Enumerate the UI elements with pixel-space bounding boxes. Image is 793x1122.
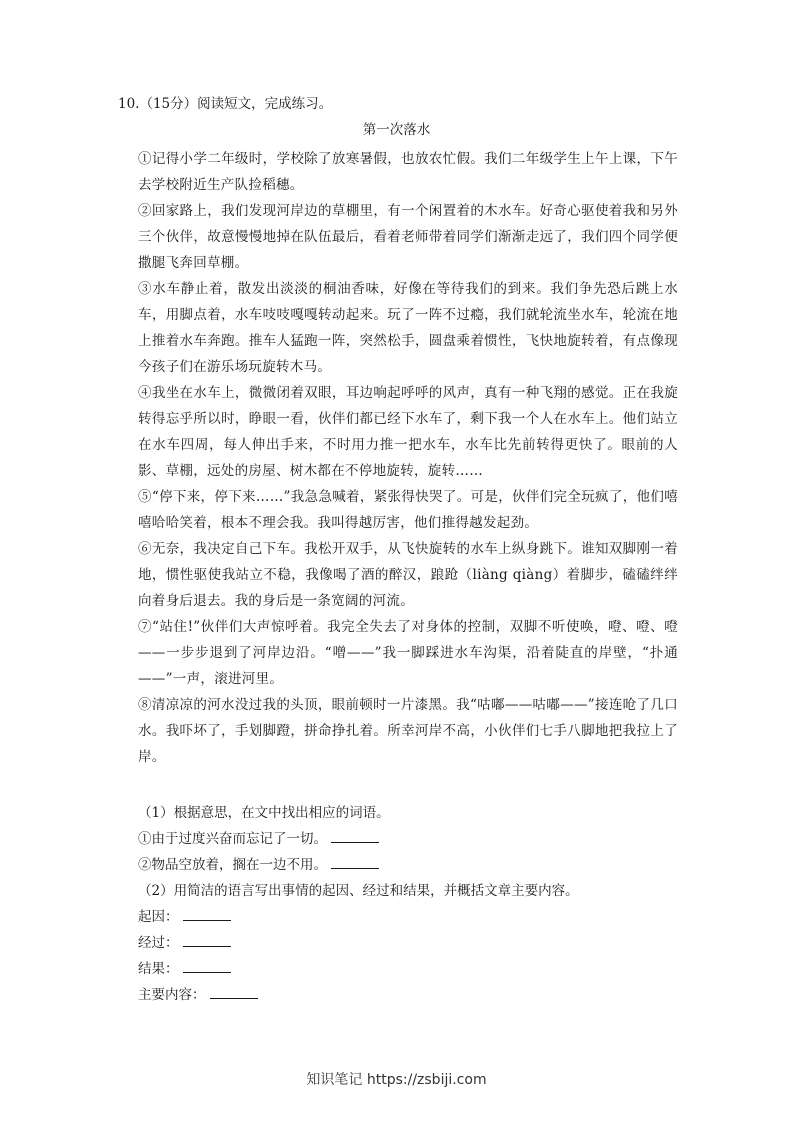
question-2-stem: （2）用简洁的语言写出事情的起因、经过和结果，并概括文章主要内容。 bbox=[138, 883, 579, 899]
cause-line bbox=[138, 904, 678, 930]
question-1-item-1-text: ①由于过度兴奋而忘记了一切。 bbox=[138, 831, 327, 847]
result-blank[interactable] bbox=[183, 958, 231, 973]
answer-blank-1[interactable] bbox=[331, 828, 379, 843]
process-line bbox=[138, 930, 678, 956]
process-label: 经过： bbox=[138, 935, 179, 951]
paragraph-2: ②回家路上，我们发现河岸边的草棚里，有一个闲置着的木水车。好奇心驱使着我和另外三个伙伴，故意慢慢地掉在队伍最后，看着老师带着同学们渐渐走远了，我们四个同学便撒腿飞奔回草棚。 bbox=[138, 203, 678, 271]
paragraph-1: ①记得小学二年级时，学校除了放寒暑假，也放农忙假。我们二年级学生上午上课，下午去学校附近生产队捡稻穗。 bbox=[138, 151, 678, 193]
result-label: 结果： bbox=[138, 961, 179, 977]
paragraph-5: ⑤“停下来，停下来……”我急急喊着，紧张得快哭了。可是，伙伴们完全玩疯了，他们嘻嘻哈哈笑着，根本不理会我。我叫得越厉害，他们推得越发起劲。 bbox=[138, 489, 678, 531]
cause-blank[interactable] bbox=[183, 906, 231, 921]
question-1-item-1 bbox=[138, 826, 678, 852]
summary-label: 主要内容： bbox=[138, 987, 206, 1003]
answer-blank-2[interactable] bbox=[331, 854, 379, 869]
cause-label: 起因： bbox=[138, 909, 179, 925]
questions-section bbox=[138, 800, 678, 1008]
summary-blank[interactable] bbox=[210, 984, 258, 999]
footer-watermark: 知识笔记 https://zsbiji.com bbox=[306, 1072, 487, 1088]
process-blank[interactable] bbox=[183, 932, 231, 947]
question-header: 10.（15分）阅读短文，完成练习。 bbox=[118, 96, 333, 112]
summary-line bbox=[138, 982, 678, 1008]
question-1-item-2-text: ②物品空放着，搁在一边不用。 bbox=[138, 857, 327, 873]
paragraph-4: ④我坐在水车上，微微闭着双眼，耳边响起呼呼的风声，真有一种飞翔的感觉。正在我旋转得忘乎所以时，睁眼一看，伙伴们都已经下水车了，剩下我一个人在水车上。他们站立在水车四周，每人伸出手来，不时用力推一把水车，水车比先前转得更快了。眼前的人影、草棚，远处的房屋、树木都在不停地旋转，旋转…… bbox=[138, 385, 678, 479]
article-title: 第一次落水 bbox=[362, 122, 431, 138]
paragraph-8: ⑧清凉凉的河水没过我的头顶，眼前顿时一片漆黑。我“咕嘟——咕嘟——”接连呛了几口水。我吓坏了，手划脚蹬，拼命挣扎着。所幸河岸不高，小伙伴们七手八脚地把我拉上了岸。 bbox=[138, 697, 678, 765]
article-body bbox=[138, 146, 678, 770]
paragraph-6: ⑥无奈，我决定自己下车。我松开双手，从飞快旋转的水车上纵身跳下。谁知双脚刚一着地，惯性驱使我站立不稳，我像喝了酒的醉汉，踉跄（liàng qiàng）着脚步，磕磕绊绊向着身后退去。我的身后是一条宽阔的河流。 bbox=[138, 541, 678, 609]
result-line bbox=[138, 956, 678, 982]
paragraph-3: ③水车静止着，散发出淡淡的桐油香味，好像在等待我们的到来。我们争先恐后跳上水车，用脚点着，水车吱吱嘎嘎转动起来。玩了一阵不过瘾，我们就轮流坐水车，轮流在地上推着水车奔跑。推车人猛跑一阵，突然松手，圆盘乘着惯性，飞快地旋转着，有点像现今孩子们在游乐场玩旋转木马。 bbox=[138, 281, 678, 375]
question-1-item-2 bbox=[138, 852, 678, 878]
question-1-stem: （1）根据意思，在文中找出相应的词语。 bbox=[138, 805, 390, 821]
paragraph-7: ⑦“站住!”伙伴们大声惊呼着。我完全失去了对身体的控制，双脚不听使唤，噔、噔、噔——一步步退到了河岸边沿。“噌——”我一脚踩进水车沟渠，沿着陡直的岸壁，“扑通——”一声，滚进河里。 bbox=[138, 619, 678, 687]
